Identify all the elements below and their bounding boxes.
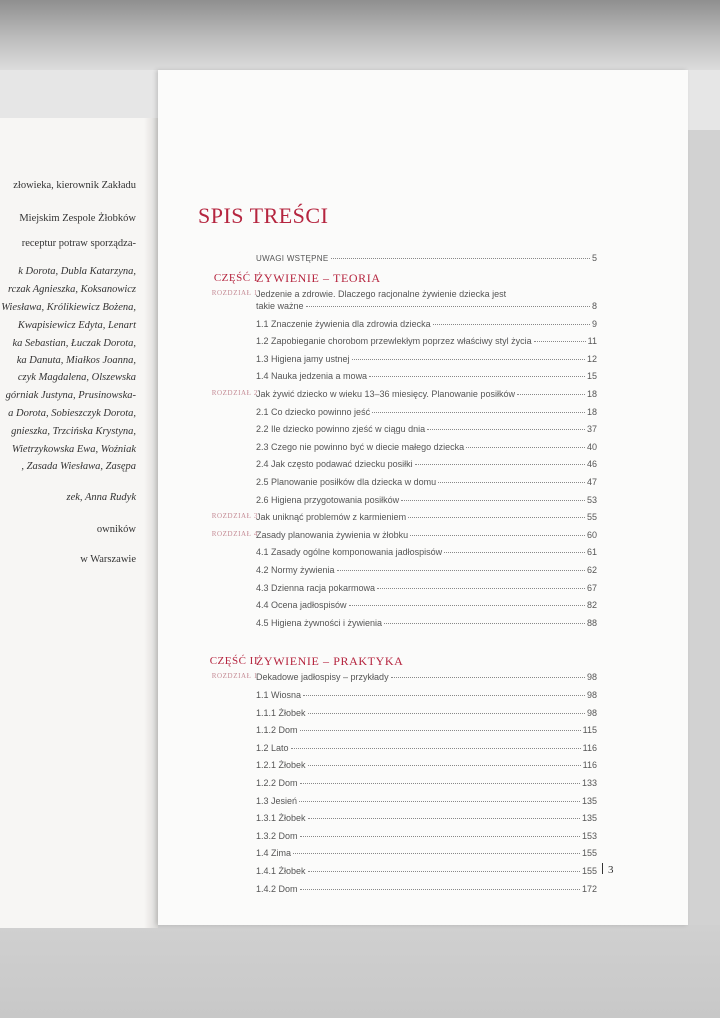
toc-entry-text: 4.5 Higiena żywności i żywienia: [256, 617, 383, 628]
toc-entry-text: 1.4 Nauka jedzenia a mowa: [256, 371, 368, 382]
toc-entry-text: 4.4 Ocena jadłospisów: [256, 600, 347, 611]
left-page-line: , Zasada Wiesława, Zasępa: [21, 461, 136, 472]
section-row: [256, 495, 597, 505]
section-row: [256, 796, 597, 806]
toc-leader-dots: [433, 324, 590, 325]
toc-page-number: 133: [581, 778, 597, 788]
toc-leader-dots: [308, 713, 585, 714]
section-row: [256, 336, 597, 346]
left-page-line: a Dorota, Sobieszczyk Dorota,: [8, 408, 136, 419]
chapter-row: [256, 530, 597, 540]
toc-entry-text: 2.2 Ile dziecko powinno zjeść w ciągu dnia: [256, 424, 426, 435]
toc-entry-text: 1.3 Higiena jamy ustnej: [256, 353, 350, 364]
section-row: [256, 459, 597, 469]
toc-leader-dots: [369, 376, 585, 377]
toc-entry-text: UWAGI WSTĘPNE: [256, 254, 329, 263]
left-page-line: górniak Justyna, Prusinowska-: [5, 390, 136, 401]
part-heading: ŻYWIENIE – TEORIA: [256, 271, 381, 285]
toc-leader-dots: [534, 341, 586, 342]
toc-leader-dots: [300, 889, 580, 890]
toc-entry-text: 4.3 Dzienna racja pokarmowa: [256, 582, 376, 593]
toc-page-number: 61: [586, 547, 597, 558]
toc-entry-text: 4.1 Zasady ogólne komponowania jadłospisów: [256, 547, 443, 558]
section-row: [256, 547, 597, 557]
section-row: [256, 866, 597, 876]
left-page-line: gnieszka, Trzcińska Krystyna,: [11, 426, 136, 437]
section-row: [256, 725, 597, 735]
chapter-row: [256, 301, 597, 311]
toc-page-number: 153: [581, 830, 597, 841]
toc-leader-dots: [306, 306, 590, 307]
toc-leader-dots: [466, 447, 585, 448]
toc-leader-dots: [391, 677, 585, 678]
toc-entry-text: Dekadowe jadłospisy – przykłady: [256, 672, 389, 683]
toc-page-number: 62: [586, 565, 597, 575]
section-row: [256, 743, 597, 753]
chapter-label: ROZDZIAŁ 2: [211, 389, 258, 397]
section-row: [256, 600, 597, 610]
section-row: [256, 477, 597, 487]
section-row: [256, 319, 597, 329]
toc-leader-dots: [308, 871, 580, 872]
toc-page-number: 155: [581, 848, 597, 859]
toc-leader-dots: [352, 359, 585, 360]
toc-leader-dots: [337, 570, 585, 571]
toc-page-number: 135: [581, 813, 597, 824]
toc-page-number: 55: [586, 512, 597, 523]
left-page-line: złowieka, kierownik Zakładu: [13, 180, 136, 191]
toc-title: SPIS TREŚCI: [198, 203, 329, 228]
toc-leader-dots: [303, 695, 585, 696]
page-number-value: 3: [608, 864, 614, 876]
toc-page-number: 11: [587, 336, 597, 347]
toc-page-number: 82: [586, 600, 597, 611]
section-row: [256, 690, 597, 700]
page-number-divider: [602, 863, 603, 874]
toc-leader-dots: [300, 783, 580, 784]
toc-page-number: 116: [582, 742, 597, 753]
section-row: [256, 778, 597, 788]
toc-leader-dots: [372, 412, 585, 413]
left-page-line: rczak Agnieszka, Koksanowicz: [7, 284, 136, 295]
toc-page-number: 53: [586, 494, 597, 505]
toc-page-number: 60: [586, 529, 597, 540]
part-label: CZĘŚĆ I: [213, 272, 258, 284]
toc-entry-text: 1.2 Lato: [256, 742, 289, 753]
toc-page-number: 15: [586, 371, 597, 382]
toc-leader-dots: [377, 588, 585, 589]
toc-entry-text: takie ważne: [256, 301, 304, 311]
toc-entry-text: Jak żywić dziecko w wieku 13–36 miesięcy. Planowanie posiłków: [256, 389, 515, 399]
toc-intro-row: [256, 253, 597, 263]
section-row: [256, 813, 597, 823]
toc-leader-dots: [410, 535, 585, 536]
section-row: [256, 442, 597, 452]
toc-leader-dots: [401, 500, 585, 501]
section-row: [256, 831, 597, 841]
right-page: [158, 70, 688, 925]
section-row: [256, 424, 597, 434]
part-heading: ŻYWIENIE – PRAKTYKA: [256, 654, 404, 669]
toc-leader-dots: [300, 836, 580, 837]
scan-background-bottom: [0, 925, 720, 1018]
left-page-line: w Warszawie: [80, 554, 136, 565]
toc-entry-text: 4.2 Normy żywienia: [256, 565, 335, 575]
toc-page-number: 115: [582, 725, 597, 736]
toc-entry-text: 1.4.1 Żłobek: [256, 866, 306, 876]
toc-entry-text: 1.1.2 Dom: [256, 725, 298, 736]
section-row: [256, 565, 597, 575]
toc-entry-text: 2.6 Higiena przygotowania posiłków: [256, 494, 400, 505]
section-row: [256, 884, 597, 894]
left-page-line: Wietrzykowska Ewa, Woźniak: [11, 444, 136, 455]
toc-page-number: 12: [586, 353, 597, 364]
toc-leader-dots: [308, 765, 581, 766]
toc-page-number: 18: [586, 389, 597, 399]
left-page-line: Kwapisiewicz Edyta, Lenart: [17, 320, 136, 331]
left-page: [0, 118, 158, 928]
toc-page-number: 47: [586, 477, 597, 487]
toc-page-number: 5: [591, 253, 597, 263]
toc-page-number: 116: [582, 760, 597, 771]
left-page-line: Wiesława, Królikiewicz Bożena,: [1, 302, 136, 313]
toc-entry-text: 1.1 Wiosna: [256, 690, 302, 700]
toc-entry-text: 2.4 Jak często podawać dziecku posiłki: [256, 459, 413, 470]
toc-leader-dots: [331, 258, 590, 259]
toc-entry-text: 1.3.1 Żłobek: [256, 813, 306, 824]
toc-page-number: 172: [581, 883, 597, 894]
toc-leader-dots: [299, 801, 580, 802]
toc-page-number: 40: [586, 441, 597, 452]
section-row: [256, 708, 597, 718]
section-row: [256, 371, 597, 381]
toc-leader-dots: [517, 394, 585, 395]
chapter-label: ROZDZIAŁ 1: [211, 289, 258, 297]
toc-leader-dots: [291, 748, 581, 749]
section-row: [256, 407, 597, 417]
toc-page-number: 135: [581, 795, 597, 806]
toc-entry-text: 2.1 Co dziecko powinno jeść: [256, 406, 371, 417]
chapter-label: ROZDZIAŁ 4: [211, 529, 258, 538]
toc-leader-dots: [293, 853, 580, 854]
toc-entry-text: 1.2.1 Żłobek: [256, 760, 306, 771]
toc-page-number: 18: [586, 406, 597, 417]
chapter-label: ROZDZIAŁ 3: [211, 512, 258, 521]
toc-page-number: 46: [586, 459, 597, 470]
scan-background-right: [688, 130, 720, 930]
toc-page-number: 155: [581, 866, 597, 876]
toc-page-number: 9: [591, 318, 597, 329]
toc-leader-dots: [415, 464, 585, 465]
spine-shadow: [144, 118, 158, 928]
toc-leader-dots: [349, 605, 585, 606]
toc-page-number: 98: [586, 672, 597, 683]
left-page-line: czyk Magdalena, Olszewska: [17, 372, 136, 383]
left-page-line: ka Danuta, Miałkos Joanna,: [16, 355, 136, 366]
section-row: [256, 760, 597, 770]
toc-entry-text: 1.1 Znaczenie żywienia dla zdrowia dziecka: [256, 318, 431, 329]
toc-entry-text: Jak uniknąć problemów z karmieniem: [256, 512, 407, 523]
toc-entry-text: 1.4.2 Dom: [256, 883, 298, 894]
left-page-line: owników: [96, 524, 136, 535]
chapter-row: [256, 389, 597, 399]
left-page-line: Miejskim Zespole Żłobków: [19, 213, 136, 224]
left-page-line: ka Sebastian, Łuczak Dorota,: [12, 338, 136, 349]
toc-entry-text: 1.2 Zapobieganie chorobom przewlekłym poprzez właściwy styl życia: [256, 336, 532, 347]
toc-leader-dots: [427, 429, 585, 430]
toc-entry-text: 2.3 Czego nie powinno być w diecie małego dziecka: [256, 441, 465, 452]
chapter-title-line: Jedzenie a zdrowie. Dlaczego racjonalne żywienie dziecka jest: [256, 289, 507, 299]
toc-page-number: 37: [586, 424, 597, 435]
toc-leader-dots: [300, 730, 581, 731]
left-page-line: receptur potraw sporządza-: [21, 238, 136, 249]
part-label: CZĘŚĆ II: [209, 655, 258, 668]
section-row: [256, 354, 597, 364]
toc-entry-text: 1.3 Jesień: [256, 795, 298, 806]
chapter-row: [256, 512, 597, 522]
toc-leader-dots: [308, 818, 580, 819]
chapter-row: [256, 672, 597, 682]
scan-background-top: [0, 0, 720, 70]
toc-leader-dots: [408, 517, 585, 518]
section-row: [256, 848, 597, 858]
toc-entry-text: 1.4 Zima: [256, 848, 292, 859]
toc-entry-text: Zasady planowania żywienia w żłobku: [256, 529, 409, 540]
toc-leader-dots: [384, 623, 585, 624]
toc-leader-dots: [438, 482, 585, 483]
toc-page-number: 88: [586, 617, 597, 628]
toc-leader-dots: [444, 552, 585, 553]
section-row: [256, 618, 597, 628]
toc-page-number: 8: [591, 301, 597, 311]
toc-entry-text: 1.3.2 Dom: [256, 830, 298, 841]
toc-page-number: 98: [586, 690, 597, 700]
toc-entry-text: 2.5 Planowanie posiłków dla dziecka w domu: [256, 477, 437, 487]
left-page-line: zek, Anna Rudyk: [66, 492, 136, 503]
toc-entry-text: 1.2.2 Dom: [256, 778, 298, 788]
page-number: [602, 863, 614, 876]
toc-page-number: 98: [586, 707, 597, 718]
toc-entry-text: 1.1.1 Żłobek: [256, 707, 306, 718]
toc-page-number: 67: [586, 582, 597, 593]
chapter-label: ROZDZIAŁ 1: [211, 672, 258, 681]
left-page-line: k Dorota, Dubla Katarzyna,: [18, 266, 136, 277]
section-row: [256, 583, 597, 593]
